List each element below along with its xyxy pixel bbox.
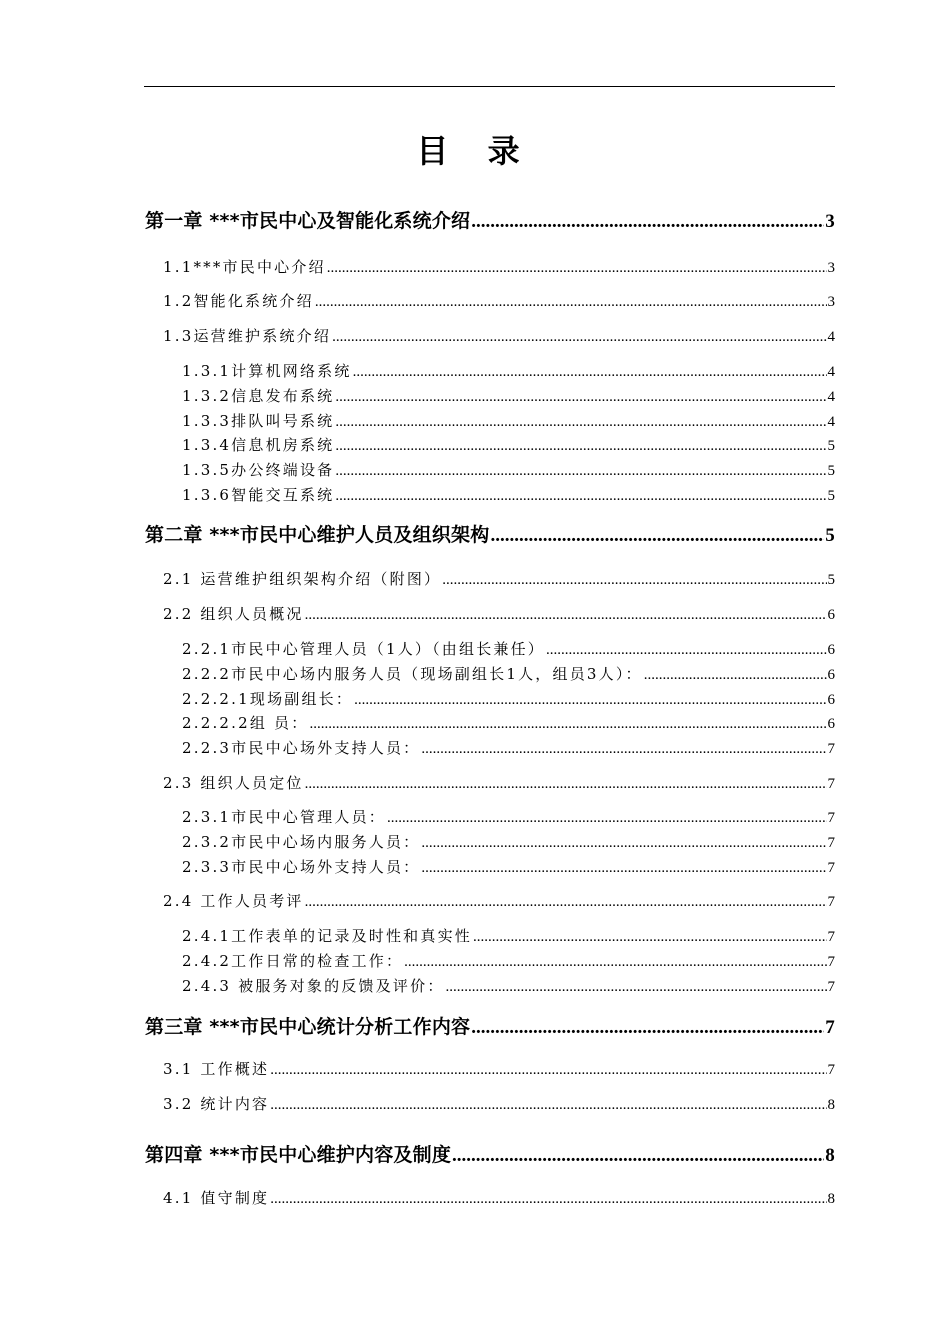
toc-dot-leader <box>353 364 827 381</box>
toc-entry-title: 2.3 组织人员定位 <box>163 774 304 792</box>
toc-entry-title: 2.2.2市民中心场内服务人员（现场副组长1人，组员3人）： <box>182 665 643 683</box>
toc-page-number: 5 <box>827 463 835 479</box>
toc-entry-title: 第二章 ***市民中心维护人员及组织架构 <box>145 524 490 546</box>
toc-dot-leader <box>490 525 824 547</box>
toc-page-number: 3 <box>827 260 835 276</box>
toc-entry[interactable] <box>163 1058 835 1079</box>
toc-page-number: 5 <box>827 438 835 454</box>
toc-entry[interactable] <box>163 772 835 793</box>
toc-entry-title: 第三章 ***市民中心统计分析工作内容 <box>145 1016 471 1038</box>
toc-entry[interactable] <box>182 975 835 996</box>
toc-page-number: 7 <box>827 776 835 792</box>
toc-page-number: 7 <box>827 979 835 995</box>
toc-dot-leader <box>309 716 826 733</box>
toc-entry[interactable] <box>182 385 835 406</box>
toc-entry-title: 4.1 值守制度 <box>163 1189 270 1207</box>
toc-dot-leader <box>452 1145 824 1167</box>
toc-entry-title: 2.2 组织人员概况 <box>163 605 304 623</box>
toc-dot-leader <box>305 894 827 911</box>
toc-entry-title: 2.1 运营维护组织架构介绍（附图） <box>163 570 442 588</box>
toc-page-number: 7 <box>827 810 835 826</box>
toc-entry-title: 2.2.3市民中心场外支持人员： <box>182 739 421 757</box>
toc-entry[interactable] <box>182 638 835 659</box>
toc-page-number: 7 <box>827 929 835 945</box>
toc-entry-title: 2.4.2工作日常的检查工作： <box>182 952 404 970</box>
toc-dot-leader <box>270 1097 826 1114</box>
toc-entry[interactable] <box>163 1187 835 1208</box>
toc-dot-leader <box>471 1017 824 1039</box>
toc-page-number: 4 <box>827 389 835 405</box>
toc-page-number: 5 <box>827 572 835 588</box>
toc-page-number: 5 <box>825 525 835 546</box>
toc-entry[interactable] <box>163 1093 835 1114</box>
toc-entry-title: 2.2.1市民中心管理人员（1人）（由组长兼任） <box>182 640 546 658</box>
toc-page-number: 7 <box>827 1062 835 1078</box>
toc-dot-leader <box>546 642 826 659</box>
toc-dot-leader <box>387 810 827 827</box>
toc-entry[interactable] <box>182 688 835 709</box>
toc-entry[interactable] <box>163 568 835 589</box>
toc-dot-leader <box>354 692 826 709</box>
toc-entry[interactable] <box>182 410 835 431</box>
toc-entry[interactable] <box>163 603 835 624</box>
toc-page-number: 6 <box>827 607 835 623</box>
toc-page-number: 3 <box>827 294 835 310</box>
toc-entry[interactable] <box>182 712 835 733</box>
toc-entry-title: 1.3.5办公终端设备 <box>182 461 335 479</box>
toc-dot-leader <box>270 1191 826 1208</box>
toc-entry[interactable] <box>182 806 835 827</box>
toc-entry-title: 2.2.2.2组 员： <box>182 714 309 732</box>
toc-page-number: 8 <box>827 1097 835 1113</box>
toc-entry-title: 第四章 ***市民中心维护内容及制度 <box>145 1144 452 1166</box>
toc-entry-title: 1.3.3排队叫号系统 <box>182 412 335 430</box>
toc-entry-title: 3.2 统计内容 <box>163 1095 270 1113</box>
toc-page-number: 4 <box>827 329 835 345</box>
toc-dot-leader <box>442 572 826 589</box>
toc-dot-leader <box>305 607 827 624</box>
toc-entry[interactable] <box>182 360 835 381</box>
toc-entry[interactable] <box>182 484 835 505</box>
toc-entry-title: 1.2智能化系统介绍 <box>163 292 314 310</box>
toc-dot-leader <box>404 954 826 971</box>
toc-entry[interactable] <box>163 290 835 311</box>
toc-page-number: 6 <box>827 716 835 732</box>
toc-entry-title: 1.3运营维护系统介绍 <box>163 327 332 345</box>
toc-dot-leader <box>644 667 827 684</box>
toc-entry-title: 第一章 ***市民中心及智能化系统介绍 <box>145 210 471 232</box>
toc-page-number: 7 <box>827 835 835 851</box>
toc-page-number: 6 <box>827 642 835 658</box>
toc-entry[interactable] <box>182 459 835 480</box>
toc-dot-leader <box>335 438 826 455</box>
toc-dot-leader <box>473 929 827 946</box>
toc-entry-title: 3.1 工作概述 <box>163 1060 270 1078</box>
toc-dot-leader <box>335 463 826 480</box>
toc-entry[interactable] <box>182 737 835 758</box>
toc-dot-leader <box>332 329 826 346</box>
toc-entry-title: 2.3.3市民中心场外支持人员： <box>182 858 421 876</box>
toc-dot-leader <box>335 414 826 431</box>
toc-dot-leader <box>327 260 827 277</box>
toc-entry-title: 2.4.1工作表单的记录及时性和真实性 <box>182 927 472 945</box>
toc-dot-leader <box>421 860 826 877</box>
toc-entry[interactable] <box>182 925 835 946</box>
toc-dot-leader <box>305 776 827 793</box>
toc-entry[interactable] <box>163 890 835 911</box>
header-rule <box>144 86 835 87</box>
toc-page-number: 7 <box>825 1017 835 1038</box>
toc-page-number: 6 <box>827 692 835 708</box>
toc-page-number: 7 <box>827 860 835 876</box>
toc-dot-leader <box>335 389 826 406</box>
toc-dot-leader <box>315 294 827 311</box>
toc-entry[interactable] <box>182 831 835 852</box>
toc-entry-title: 2.3.2市民中心场内服务人员： <box>182 833 421 851</box>
toc-entry[interactable] <box>182 434 835 455</box>
toc-dot-leader <box>421 835 826 852</box>
toc-entry-title: 2.3.1市民中心管理人员： <box>182 808 386 826</box>
toc-page-number: 8 <box>825 1145 835 1166</box>
toc-dot-leader <box>446 979 827 996</box>
toc-page-number: 8 <box>827 1191 835 1207</box>
toc-page-number: 7 <box>827 741 835 757</box>
toc-entry[interactable] <box>182 950 835 971</box>
page-title: 目 录 <box>416 132 534 170</box>
toc-entry[interactable] <box>145 206 835 233</box>
toc-entry[interactable] <box>145 1012 835 1039</box>
toc-entry[interactable] <box>182 663 835 684</box>
toc-page-number: 6 <box>827 667 835 683</box>
toc-entry[interactable] <box>145 1140 835 1167</box>
toc-entry[interactable] <box>145 520 835 547</box>
toc-page-number: 4 <box>827 364 835 380</box>
toc-dot-leader <box>421 741 826 758</box>
toc-page-number: 4 <box>827 414 835 430</box>
toc-entry-title: 1.3.4信息机房系统 <box>182 436 335 454</box>
toc-entry[interactable] <box>163 325 835 346</box>
toc-dot-leader <box>471 211 824 233</box>
toc-page-number: 5 <box>827 488 835 504</box>
toc-dot-leader <box>270 1062 826 1079</box>
toc-entry[interactable] <box>182 856 835 877</box>
toc-entry[interactable] <box>163 256 835 277</box>
toc-page-number: 7 <box>827 954 835 970</box>
toc-entry-title: 1.1***市民中心介绍 <box>163 258 326 276</box>
toc-dot-leader <box>335 488 826 505</box>
toc-entry-title: 2.2.2.1现场副组长： <box>182 690 354 708</box>
toc-entry-title: 2.4.3 被服务对象的反馈及评价： <box>182 977 445 995</box>
toc-page-number: 3 <box>825 211 835 232</box>
toc-entry-title: 1.3.1计算机网络系统 <box>182 362 352 380</box>
toc-entry-title: 2.4 工作人员考评 <box>163 892 304 910</box>
toc-entry-title: 1.3.6智能交互系统 <box>182 486 335 504</box>
toc-entry-title: 1.3.2信息发布系统 <box>182 387 335 405</box>
toc-page-number: 7 <box>827 894 835 910</box>
